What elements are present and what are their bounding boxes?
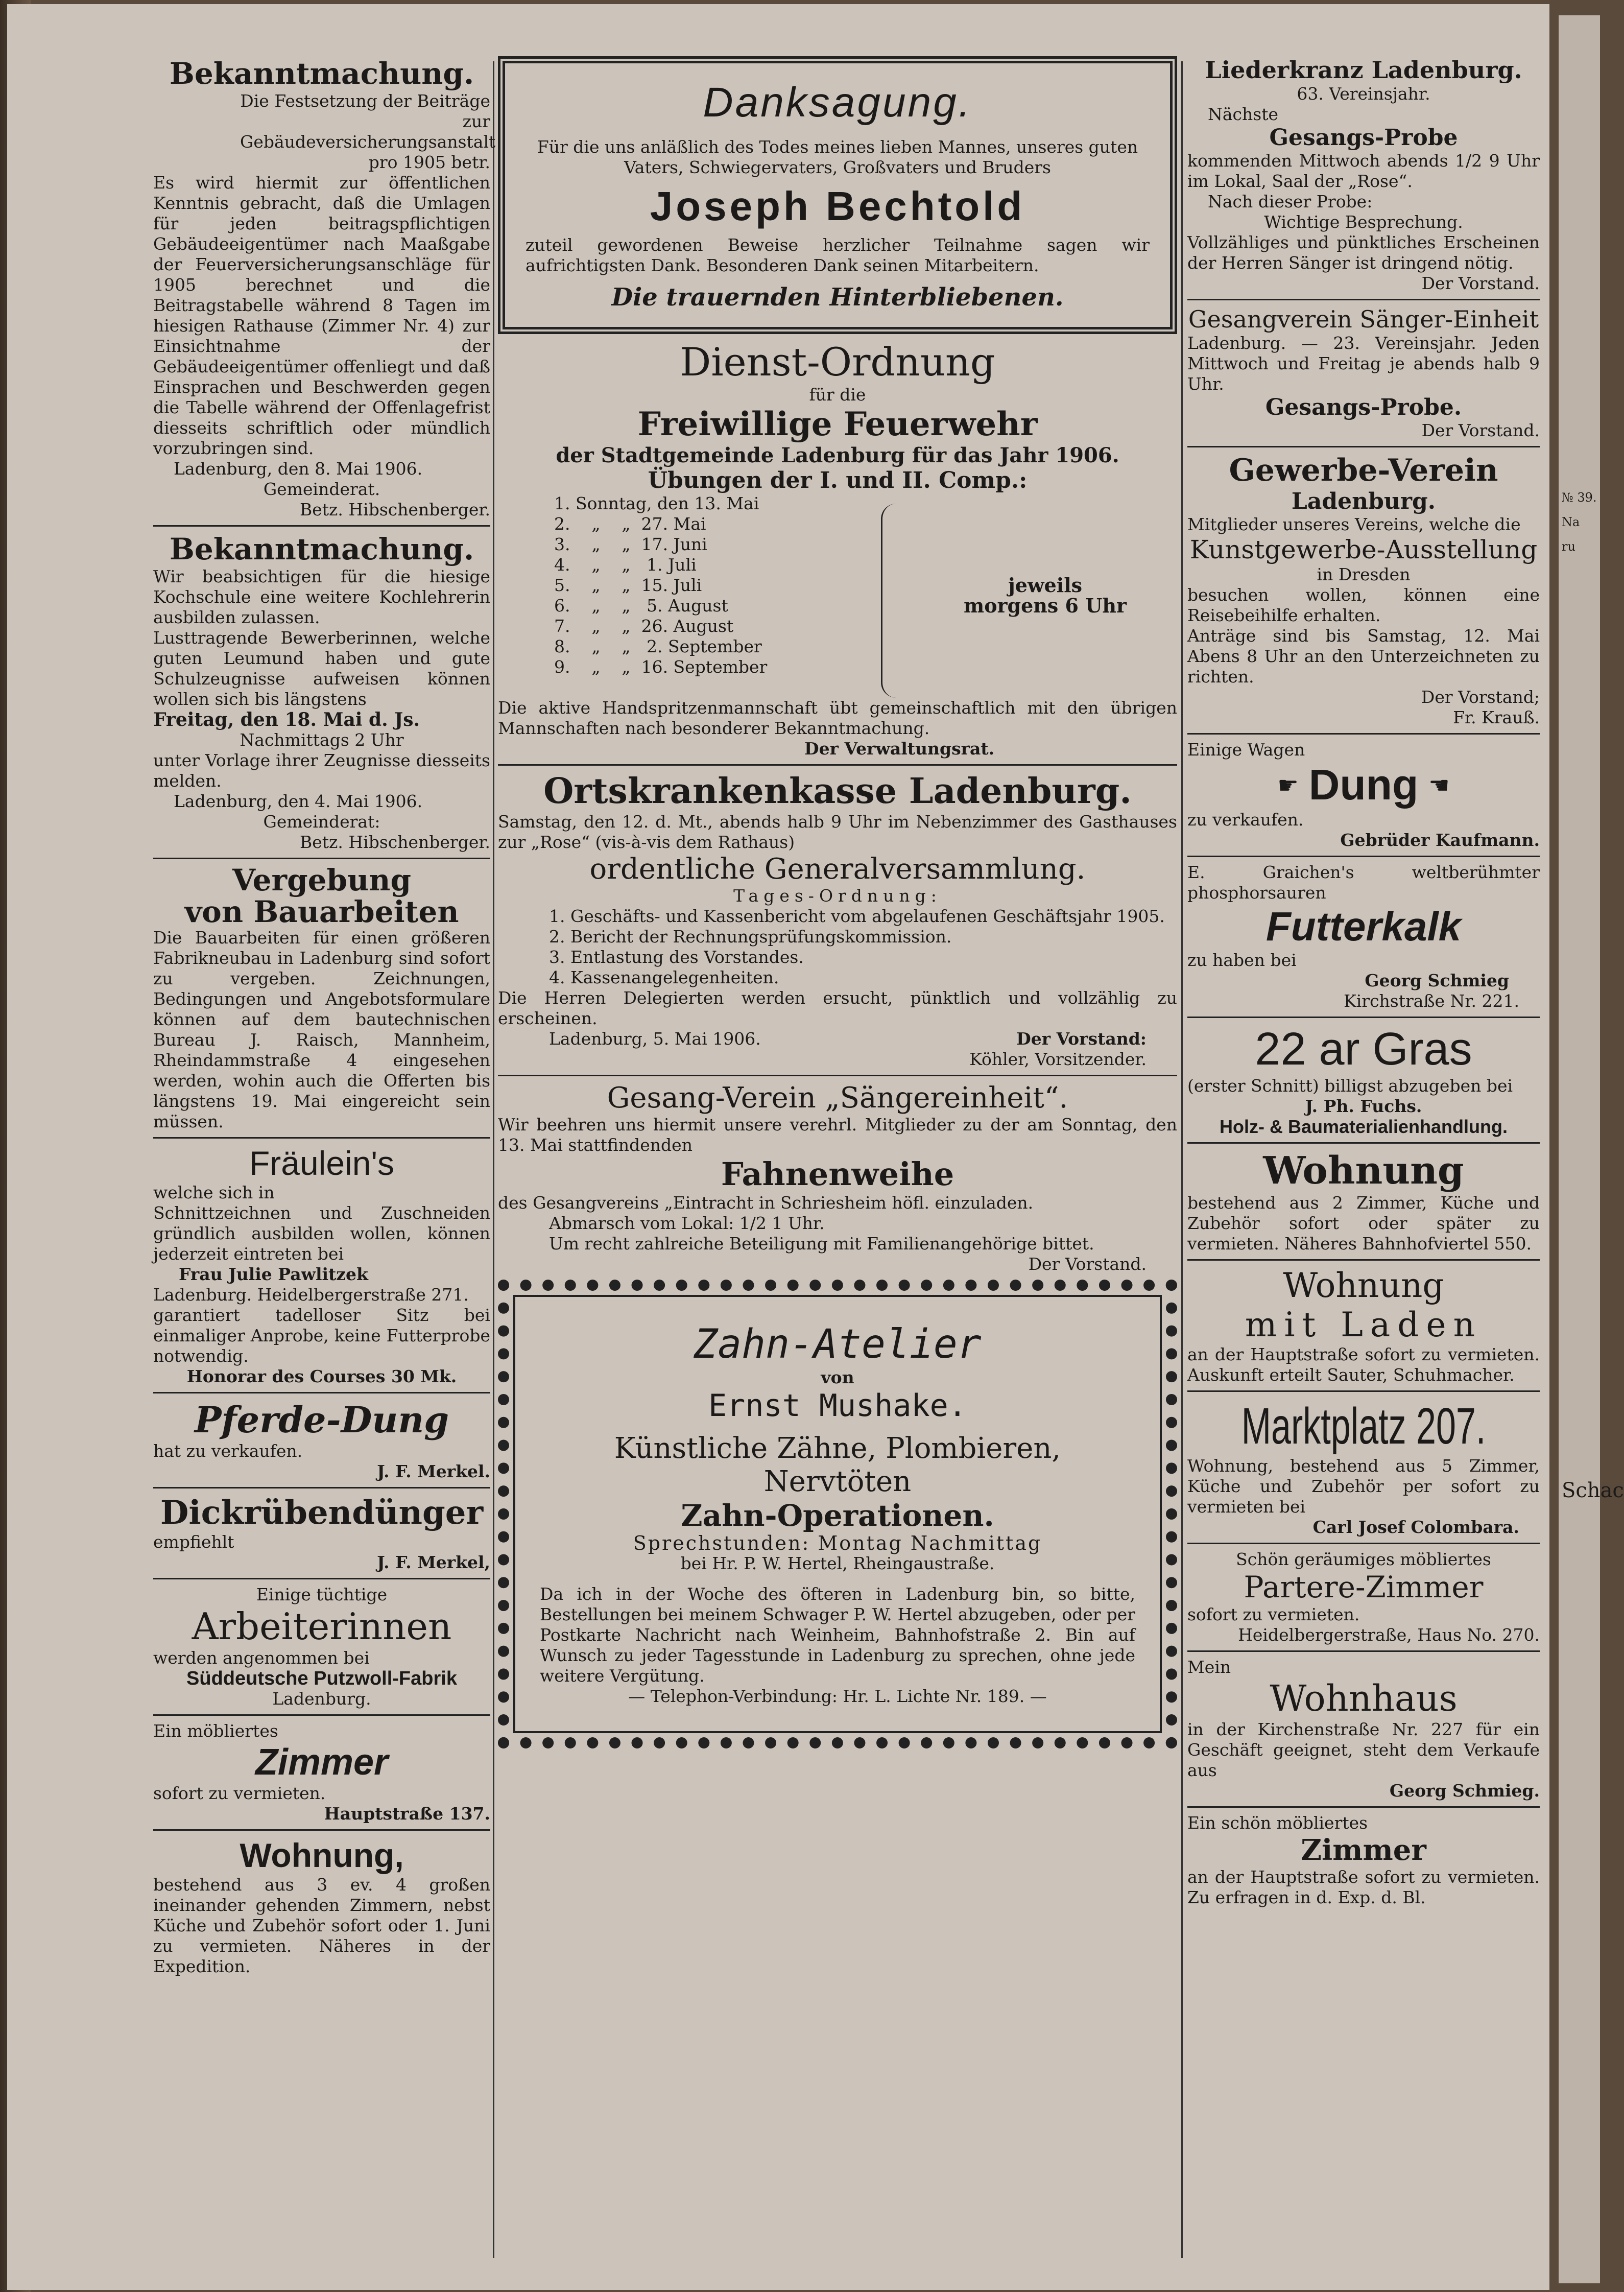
zahn-atelier-box bbox=[498, 1280, 1177, 1748]
ad-address: Kirchstraße Nr. 221. bbox=[1344, 991, 1519, 1011]
agenda-item: 1. Geschäfts- und Kassenbericht vom abgelaufenen Geschäftsjahr 1905. bbox=[549, 906, 1165, 926]
ad-title: Liederkranz Ladenburg. bbox=[1205, 56, 1522, 84]
ad-signature: Der Vorstand. bbox=[1028, 1254, 1147, 1274]
schedule-row: 4. „ „ 1. Juli bbox=[554, 555, 697, 575]
ad-body: werden angenommen bei bbox=[153, 1648, 370, 1668]
ad-body: Vollzähliges und pünktliches Erscheinen der Herren Sänger ist dringend nötig. bbox=[1187, 232, 1540, 273]
ad-title: Vergebung bbox=[232, 863, 412, 897]
ad-subtitle: ordentliche Generalversammlung. bbox=[589, 853, 1086, 886]
ad-address: Ladenburg. Heidelbergerstraße 271. bbox=[153, 1285, 469, 1305]
ad-firm: Süddeutsche Putzwoll-Fabrik bbox=[186, 1668, 457, 1689]
notice-council: Gemeinderat: bbox=[263, 812, 380, 832]
ad-body: Wichtige Besprechung. bbox=[1264, 212, 1463, 232]
ad-pretitle: Einige tüchtige bbox=[256, 1585, 388, 1604]
ad-body: Abmarsch vom Lokal: 1/2 1 Uhr. bbox=[549, 1213, 825, 1233]
ad-event: Kunstgewerbe-Ausstellung bbox=[1189, 535, 1538, 564]
ad-event: Gesangs-Probe. bbox=[1265, 394, 1462, 420]
ad-body: hat zu verkaufen. bbox=[153, 1441, 303, 1461]
schedule-brace bbox=[881, 504, 913, 698]
ad-title: Danksagung. bbox=[703, 79, 972, 126]
schedule-row: 3. „ „ 17. Juni bbox=[554, 534, 707, 554]
ad-body: bestehend aus 2 Zimmer, Küche und Zubehör sofort oder später zu vermieten. Näheres Bahnhofviertel 550. bbox=[1187, 1193, 1540, 1254]
ad-body: Um recht zahlreiche Beteiligung mit Familienangehörige bittet. bbox=[549, 1234, 1094, 1254]
notice-time: Nachmittags 2 Uhr bbox=[240, 730, 404, 750]
adjacent-page-text: ru bbox=[1562, 539, 1575, 554]
notice-body: Wir beabsichtigen für die hiesige Kochschule eine weitere Kochlehrerin ausbilden zulassen. bbox=[153, 566, 490, 627]
ad-signature: Die trauernden Hinterbliebenen. bbox=[611, 283, 1064, 312]
ad-body: Wohnung, bestehend aus 5 Zimmer, Küche und Zubehör per sofort zu vermieten bei bbox=[1187, 1456, 1540, 1517]
ad-signature: J. F. Merkel, bbox=[377, 1552, 490, 1572]
ad-name: Carl Josef Colombara. bbox=[1312, 1517, 1519, 1537]
ad-name: Georg Schmieg. bbox=[1389, 1781, 1540, 1801]
ad-title: Dienst-Ordnung bbox=[680, 339, 995, 385]
notice-council: Gemeinderat. bbox=[263, 479, 380, 499]
ad-subtitle: Übungen der I. und II. Comp.: bbox=[648, 467, 1028, 493]
dentist-name: Ernst Mushake. bbox=[708, 1388, 967, 1424]
ad-pretitle: Mein bbox=[1187, 1657, 1231, 1677]
ad-body: an der Hauptstraße sofort zu vermieten. Zu erfragen in d. Exp. d. Bl. bbox=[1187, 1867, 1540, 1907]
adjacent-page-heading: Schac bbox=[1562, 1479, 1624, 1502]
notice-body: Lusttragende Bewerberinnen, welche guten Leumund haben und gute Schulzeugnisse aufweisen können wollen sich bis längstens bbox=[153, 628, 490, 709]
ad-pretitle: E. Graichen's weltberühmter phosphorsauren bbox=[1187, 862, 1540, 903]
ad-title: Arbeiterinnen bbox=[192, 1605, 452, 1648]
notice-body: Es wird hiermit zur öffentlichen Kenntnis gebracht, daß die Umlagen für jeden beitragspflichtigen Gebäudeeigentümer nach Maaßgabe der Feuerversicherungsanschläge für 1905 berechnet und die Beitragstabelle während 8 Tagen im hiesigen Rathause (Zimmer Nr. 4) zur Einsichtnahme der Gebäudeeigentümer offenliegt und daß Einsprachen und Beschwerden gegen die Tabelle während der Offenlagefrist diesseits schriftlich oder mündlich vorzubringen sind. bbox=[153, 173, 490, 458]
ad-services: Nervtöten bbox=[763, 1465, 912, 1498]
ad-body: kommenden Mittwoch abends 1/2 9 Uhr im Lokal, Saal der „Rose“. bbox=[1187, 151, 1540, 191]
schedule-time: morgens 6 Uhr bbox=[963, 594, 1127, 617]
ad-signature: Köhler, Vorsitzender. bbox=[969, 1049, 1147, 1069]
ad-body: Nächste bbox=[1208, 104, 1279, 124]
agenda-item: 4. Kassenangelegenheiten. bbox=[549, 967, 779, 987]
ad-body: Für die uns anläßlich des Todes meines lieben Mannes, unseres guten Vaters, Schwiegervaters, Großvaters und Bruders bbox=[537, 137, 1138, 177]
ad-signature: Gebrüder Kaufmann. bbox=[1340, 830, 1540, 850]
column-center bbox=[498, 56, 1177, 1754]
ad-title: Marktplatz 207. bbox=[1241, 1398, 1486, 1455]
ad-body: Die Bauarbeiten für einen größeren Fabrikneubau in Ladenburg sind sofort zu vergeben. Zeichnungen, Bedingungen und Angebotsformulare können auf dem bautechnischen Bureau J. Raisch, Mannheim, Rheindammstraße 4 eingesehen werden, wohin auch die Offerten bis längstens 19. Mai eingereicht sein müssen. bbox=[153, 928, 490, 1131]
ad-body: Nach dieser Probe: bbox=[1208, 192, 1373, 211]
ad-title: mit Laden bbox=[1245, 1305, 1483, 1344]
ad-body: zuteil gewordenen Beweise herzlicher Teilnahme sagen wir aufrichtigsten Dank. Besonderen Dank seinen Mitarbeitern. bbox=[526, 235, 1150, 275]
ad-title: Zimmer bbox=[1301, 1833, 1426, 1867]
ad-body: Die Herren Delegierten werden ersucht, pünktlich und vollzählig zu erscheinen. bbox=[498, 988, 1177, 1028]
ad-body: zu verkaufen. bbox=[1187, 810, 1304, 830]
schedule-row: 1. Sonntag, den 13. Mai bbox=[554, 493, 759, 513]
ad-body: Anträge sind bis Samstag, 12. Mai Abens 8 Uhr an den Unterzeichneten zu richten. bbox=[1187, 626, 1540, 687]
event-title: Fahnenweihe bbox=[721, 1155, 954, 1193]
ad-body: besuchen wollen, können eine Reisebeihilfe erhalten. bbox=[1187, 585, 1540, 625]
ad-services: Zahn-Operationen. bbox=[681, 1498, 994, 1533]
ad-telephone: — Telephon-Verbindung: Hr. L. Lichte Nr. 189. — bbox=[628, 1686, 1047, 1706]
notice-title: Bekanntmachung. bbox=[169, 56, 474, 91]
schedule-row: 8. „ „ 2. September bbox=[554, 636, 762, 656]
ad-body: empfiehlt bbox=[153, 1532, 234, 1552]
ad-title: Gesang-Verein „Sängereinheit“. bbox=[607, 1081, 1068, 1115]
ad-title: Gewerbe-Verein bbox=[1229, 453, 1498, 488]
ad-subtitle: Freiwillige Feuerwehr bbox=[637, 405, 1038, 443]
schedule-row: 7. „ „ 26. August bbox=[554, 616, 734, 636]
danksagung-box bbox=[498, 56, 1177, 334]
ad-body: Samstag, den 12. d. Mt., abends halb 9 Uhr im Nebenzimmer des Gasthauses zur „Rose“ (vis-à-vis dem Rathaus) bbox=[498, 812, 1177, 852]
ad-title: Partere-Zimmer bbox=[1244, 1570, 1484, 1604]
column-rule bbox=[493, 61, 494, 2258]
ad-title: Ortskrankenkasse Ladenburg. bbox=[543, 771, 1132, 812]
office-hours: bei Hr. P. W. Hertel, Rheingaustraße. bbox=[680, 1553, 995, 1573]
ad-address: Heidelbergerstraße, Haus No. 270. bbox=[1238, 1625, 1540, 1645]
ad-signature: Der Vorstand; bbox=[1421, 687, 1540, 707]
ad-title: Futterkalk bbox=[1265, 904, 1462, 949]
adjacent-page-edge bbox=[1559, 15, 1624, 2283]
notice-date: Ladenburg, den 4. Mai 1906. bbox=[174, 791, 423, 811]
ad-body: an der Hauptstraße sofort zu vermieten. Auskunft erteilt Sauter, Schuhmacher. bbox=[1187, 1344, 1540, 1385]
ad-services: Künstliche Zähne, Plombieren, bbox=[614, 1432, 1061, 1465]
ad-title: Wohnung, bbox=[240, 1836, 404, 1874]
schedule-row: 5. „ „ 15. Juli bbox=[554, 575, 702, 595]
notice-title: Bekanntmachung. bbox=[169, 532, 474, 566]
ad-subtitle: der Stadtgemeinde Ladenburg für das Jahr 1906. bbox=[556, 443, 1119, 467]
ad-body: des Gesangvereins „Eintracht in Schriesheim höfl. einzuladen. bbox=[498, 1193, 1034, 1213]
schedule-note: jeweils bbox=[1008, 574, 1083, 597]
notice-subtitle: Die Festsetzung der Beiträge zur Gebäudeversicherungsanstalt pro 1905 betr. bbox=[240, 91, 496, 172]
ad-title: Wohnhaus bbox=[1270, 1677, 1458, 1719]
adjacent-page-text: Na bbox=[1562, 515, 1580, 529]
ad-title: Dung bbox=[1308, 761, 1419, 809]
ad-pretitle: Einige Wagen bbox=[1187, 740, 1305, 760]
agenda-title: Tages-Ordnung: bbox=[733, 886, 942, 906]
ad-body: bestehend aus 3 ev. 4 großen ineinander gehenden Zimmern, nebst Küche und Zubehör sofort oder 1. Juni zu vermieten. Näheres in der Expedition. bbox=[153, 1875, 490, 1976]
ad-body: Ladenburg. — 23. Vereinsjahr. Jeden Mittwoch und Freitag je abends halb 9 Uhr. bbox=[1187, 333, 1540, 394]
ad-title: Wohnung bbox=[1283, 1266, 1444, 1305]
ad-title: Wohnung bbox=[1263, 1149, 1464, 1193]
schedule-row: 2. „ „ 27. Mai bbox=[554, 514, 706, 534]
drill-schedule bbox=[498, 493, 1177, 698]
ad-body: zu haben bei bbox=[1187, 950, 1297, 970]
ad-body: in Dresden bbox=[1317, 564, 1411, 584]
ad-title: 22 ar Gras bbox=[1255, 1024, 1472, 1075]
deceased-name: Joseph Bechtold bbox=[650, 183, 1025, 229]
notice-body: unter Vorlage ihrer Zeugnisse diesseits melden. bbox=[153, 750, 490, 791]
ad-body: in der Kirchenstraße Nr. 227 für ein Geschäft geeignet, steht dem Verkaufe aus bbox=[1187, 1719, 1540, 1780]
ad-address: Hauptstraße 137. bbox=[324, 1804, 490, 1824]
ad-subtitle: für die bbox=[809, 385, 866, 405]
agenda-item: 3. Entlastung des Vorstandes. bbox=[549, 947, 804, 967]
column-left bbox=[153, 56, 496, 1977]
schedule-row: 6. „ „ 5. August bbox=[554, 596, 728, 616]
ad-body: Da ich in der Woche des öfteren in Ladenburg bin, so bitte, Bestellungen bei meinem Schwager P. W. Hertel abzugeben, oder per Postkarte Nachricht nach Weinheim, Bahnhofstraße 2. Bin auf Wunsch zu jeder Tagesstunde in Ladenburg zu sprechen, ohne jede weitere Vergütung. bbox=[540, 1584, 1135, 1686]
ad-body: Wir beehren uns hiermit unsere verehrl. Mitglieder zu der am Sonntag, den 13. Mai stattfindenden bbox=[498, 1115, 1177, 1155]
ad-fee: Honorar des Courses 30 Mk. bbox=[186, 1366, 457, 1386]
ad-body: garantiert tadelloser Sitz bei einmaliger Anprobe, keine Futterprobe notwendig. bbox=[153, 1305, 490, 1366]
ad-subtitle: 63. Vereinsjahr. bbox=[1297, 84, 1430, 104]
ad-body: Die aktive Handspritzenmannschaft übt gemeinschaftlich mit den übrigen Mannschaften nach besonderer Bekanntmachung. bbox=[498, 698, 1177, 738]
adjacent-page-number: № 39. bbox=[1562, 490, 1597, 505]
ad-signature: Der Vorstand: bbox=[1016, 1029, 1147, 1049]
notice-signature: Betz. Hibschenberger. bbox=[299, 500, 490, 519]
ad-event: Gesangs-Probe bbox=[1269, 125, 1458, 151]
ad-body: Mitglieder unseres Vereins, welche die bbox=[1187, 514, 1521, 534]
ad-body: sofort zu vermieten. bbox=[153, 1783, 326, 1803]
agenda-item: 2. Bericht der Rechnungsprüfungskommission. bbox=[549, 927, 952, 947]
ad-signature: J. F. Merkel. bbox=[377, 1461, 490, 1481]
ad-pretitle: Ein möbliertes bbox=[153, 1721, 278, 1741]
notice-deadline: Freitag, den 18. Mai d. Js. bbox=[153, 709, 420, 730]
pointing-hand-icon: ☛ bbox=[1277, 771, 1299, 799]
ad-title: von Bauarbeiten bbox=[184, 894, 459, 929]
notice-signature: Betz. Hibschenberger. bbox=[299, 832, 490, 852]
notice-date: Ladenburg, den 8. Mai 1906. bbox=[174, 459, 423, 479]
ad-signature: Der Verwaltungsrat. bbox=[804, 739, 995, 759]
ad-title: Fräulein's bbox=[249, 1144, 395, 1182]
column-right bbox=[1187, 56, 1540, 1908]
ad-name: J. Ph. Fuchs. bbox=[1305, 1096, 1422, 1116]
ad-title: Pferde-Dung bbox=[194, 1399, 449, 1441]
ad-subtitle: Ladenburg. bbox=[1291, 488, 1436, 514]
ad-signature: Fr. Krauß. bbox=[1453, 707, 1540, 727]
ad-place: Ladenburg. bbox=[272, 1689, 371, 1709]
ad-body: welche sich in bbox=[153, 1183, 275, 1202]
column-rule bbox=[1181, 61, 1183, 2258]
ad-name: Frau Julie Pawlitzek bbox=[179, 1264, 368, 1284]
ad-pretitle: Schön geräumiges möbliertes bbox=[1236, 1549, 1491, 1569]
ad-firm: Holz- & Baumaterialienhandlung. bbox=[1219, 1116, 1508, 1137]
ad-name: Georg Schmieg bbox=[1365, 971, 1509, 990]
ad-signature: Der Vorstand. bbox=[1421, 273, 1540, 293]
ad-title: Gesangverein Sänger-Einheit bbox=[1188, 305, 1539, 333]
ad-title: Zimmer bbox=[255, 1742, 389, 1783]
ad-pretitle: Ein schön möbliertes bbox=[1187, 1813, 1368, 1833]
ad-von: von bbox=[821, 1367, 854, 1387]
ad-body: sofort zu vermieten. bbox=[1187, 1604, 1360, 1624]
ad-body: Schnittzeichnen und Zuschneiden gründlich ausbilden wollen, können jederzeit eintreten bei bbox=[153, 1203, 490, 1264]
schedule-row: 9. „ „ 16. September bbox=[554, 657, 768, 677]
ad-body: (erster Schnitt) billigst abzugeben bei bbox=[1187, 1076, 1513, 1096]
ad-date: Ladenburg, 5. Mai 1906. bbox=[549, 1029, 761, 1049]
pointing-hand-icon: ☚ bbox=[1428, 771, 1450, 799]
ad-title: Dickrübendünger bbox=[160, 1494, 484, 1532]
ad-title: Zahn-Atelier bbox=[694, 1321, 982, 1367]
office-hours: Sprechstunden: Montag Nachmittag bbox=[633, 1532, 1042, 1554]
ad-signature: Der Vorstand. bbox=[1421, 420, 1540, 440]
